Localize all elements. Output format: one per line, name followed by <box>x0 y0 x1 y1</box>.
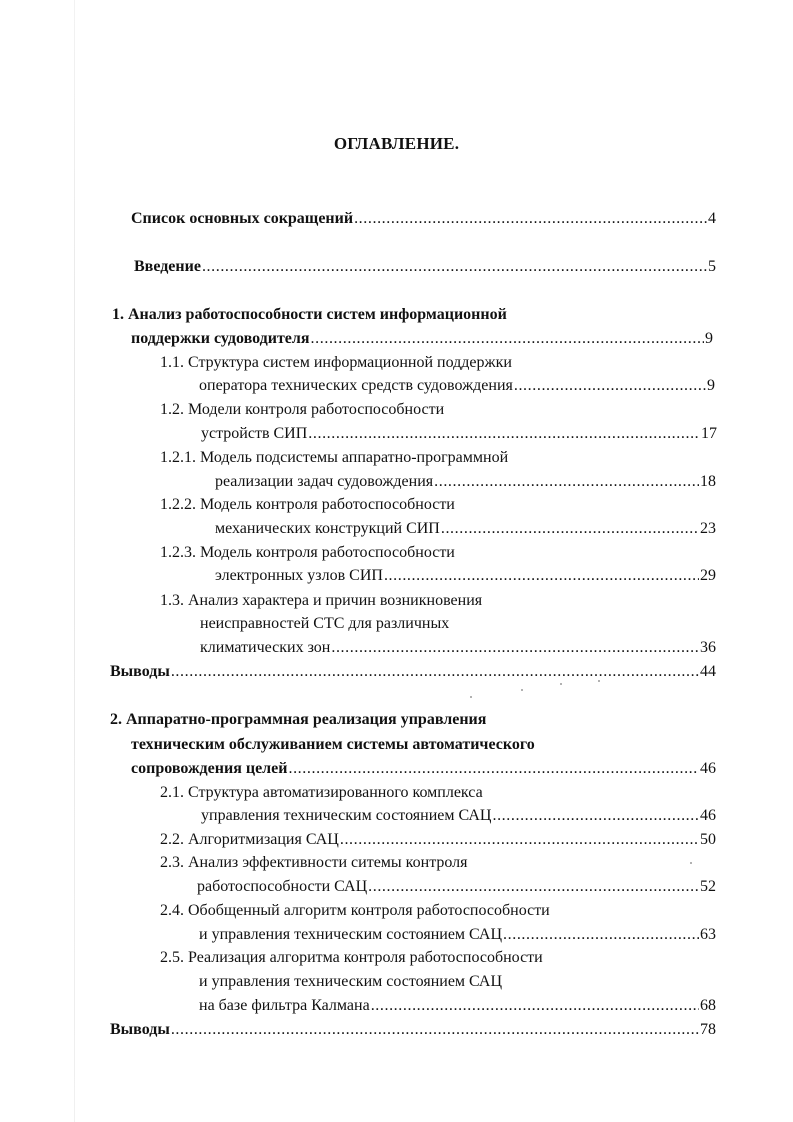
scan-speck <box>560 683 562 685</box>
toc-entry-text: Выводы <box>110 1021 170 1038</box>
dot-leader <box>171 1020 699 1040</box>
toc-entry-1-2-2[interactable] <box>215 519 716 539</box>
toc-entry-chapter-1[interactable] <box>131 329 713 349</box>
toc-entry-2-5-line1[interactable]: 2.5. Реализация алгоритма контроля работоспособности <box>160 949 543 966</box>
dot-leader <box>308 424 700 444</box>
dot-leader <box>492 806 699 826</box>
dot-leader <box>434 472 699 492</box>
toc-entry-2-2[interactable] <box>160 830 716 850</box>
toc-entry-1-3-line2[interactable]: неисправностей СТС для различных <box>200 615 450 632</box>
toc-page-number: 46 <box>700 760 716 777</box>
toc-entry-text: механических конструкций СИП <box>215 520 440 537</box>
toc-page-number: 44 <box>700 663 716 680</box>
toc-entry-1-3[interactable] <box>200 638 716 658</box>
dot-leader <box>288 759 699 779</box>
scan-speck <box>470 696 472 698</box>
toc-entry-2-4[interactable] <box>199 925 716 945</box>
toc-entry-1-2-1-line1[interactable]: 1.2.1. Модель подсистемы аппаратно-программной <box>160 449 509 466</box>
dot-leader <box>311 329 704 349</box>
dot-leader <box>503 925 699 945</box>
page-edge <box>74 0 75 1122</box>
toc-entry-chapter-2[interactable] <box>131 759 716 779</box>
toc-entry-text: сопровождения целей <box>131 760 288 777</box>
chapter-2-title-line2[interactable]: техническим обслуживанием системы автоматического <box>131 736 535 753</box>
dot-leader <box>202 257 707 277</box>
toc-entry-text: оператора технических средств судовождения <box>199 377 513 394</box>
toc-entry-text: и управления техническим состоянием САЦ <box>199 926 503 943</box>
toc-entry-2-1-line1[interactable]: 2.1. Структура автоматизированного комплекса <box>160 784 483 801</box>
toc-entry-1-2[interactable] <box>201 424 717 444</box>
dot-leader <box>354 209 707 229</box>
toc-page-number: 78 <box>700 1021 716 1038</box>
toc-page-number: 52 <box>700 878 716 895</box>
toc-entry-1-2-2-line1[interactable]: 1.2.2. Модель контроля работоспособности <box>160 496 455 513</box>
toc-entry-2-1[interactable] <box>201 806 716 826</box>
toc-page-number: 5 <box>708 258 716 275</box>
toc-page-number: 63 <box>700 926 716 943</box>
toc-entry-conclusions-2[interactable] <box>110 1020 716 1040</box>
toc-entry-text: климатических зон <box>200 639 331 656</box>
toc-entry-text: управления техническим состоянием САЦ <box>201 807 492 824</box>
toc-entry-text: Введение <box>134 258 201 275</box>
toc-entry-text: работоспособности САЦ <box>197 878 368 895</box>
toc-page-number: 36 <box>700 639 716 656</box>
scan-speck <box>690 862 692 864</box>
dot-leader <box>340 830 699 850</box>
toc-entry-2-3[interactable] <box>197 877 716 897</box>
toc-entry-text: Выводы <box>110 663 170 680</box>
toc-page-number: 4 <box>708 210 716 227</box>
toc-entry-conclusions-1[interactable] <box>110 662 716 682</box>
toc-entry-1-2-3[interactable] <box>215 566 716 586</box>
toc-page-number: 18 <box>700 473 716 490</box>
toc-page-number: 68 <box>700 997 716 1014</box>
toc-entry-1-2-3-line1[interactable]: 1.2.3. Модель контроля работоспособности <box>160 544 455 561</box>
toc-entry-2-5[interactable] <box>199 996 716 1016</box>
toc-entry-text: устройств СИП <box>201 425 308 442</box>
scan-speck <box>521 689 523 691</box>
toc-title: ОГЛАВЛЕНИЕ. <box>333 134 460 153</box>
toc-page-number: 23 <box>700 520 716 537</box>
toc-entry-1-2-1[interactable] <box>215 472 716 492</box>
toc-page-number: 29 <box>700 567 716 584</box>
dot-leader <box>368 877 699 897</box>
dot-leader <box>441 519 699 539</box>
toc-entry-1-1[interactable] <box>199 376 715 396</box>
toc-entry-text: реализации задач судовождения <box>215 473 434 490</box>
toc-entry-text: на базе фильтра Калмана <box>199 997 370 1014</box>
dot-leader <box>384 566 699 586</box>
toc-entry-text: 2.2. Алгоритмизация САЦ <box>160 831 339 848</box>
toc-entry-2-4-line1[interactable]: 2.4. Обобщенный алгоритм контроля работоспособности <box>160 902 550 919</box>
toc-entry-introduction[interactable] <box>134 257 716 277</box>
dot-leader <box>371 996 699 1016</box>
toc-page-number: 50 <box>700 831 716 848</box>
toc-entry-text: поддержки судоводителя <box>131 330 310 347</box>
scan-speck <box>598 680 600 682</box>
chapter-2-title[interactable]: 2. Аппаратно-программная реализация управления <box>110 711 487 728</box>
toc-entry-2-3-line1[interactable]: 2.3. Анализ эффективности ситемы контроля <box>160 854 468 871</box>
chapter-1-title[interactable]: 1. Анализ работоспособности систем информационной <box>112 306 507 323</box>
dot-leader <box>514 376 706 396</box>
toc-entry-text: электронных узлов СИП <box>215 567 383 584</box>
toc-entry-1-3-line1[interactable]: 1.3. Анализ характера и причин возникновения <box>160 592 483 609</box>
toc-entry-2-5-line2[interactable]: и управления техническим состоянием САЦ <box>199 973 503 990</box>
toc-entry-abbreviations[interactable] <box>131 209 716 229</box>
toc-page-number: 46 <box>700 807 716 824</box>
toc-entry-text: Список основных сокращений <box>131 210 354 227</box>
toc-page-number: 9 <box>707 377 715 394</box>
toc-entry-1-1-line1[interactable]: 1.1. Структура систем информационной поддержки <box>160 354 512 371</box>
dot-leader <box>171 662 699 682</box>
toc-page-number: 17 <box>701 425 717 442</box>
toc-page-number: 9 <box>705 330 713 347</box>
dot-leader <box>331 638 699 658</box>
toc-entry-1-2-line1[interactable]: 1.2. Модели контроля работоспособности <box>160 401 445 418</box>
